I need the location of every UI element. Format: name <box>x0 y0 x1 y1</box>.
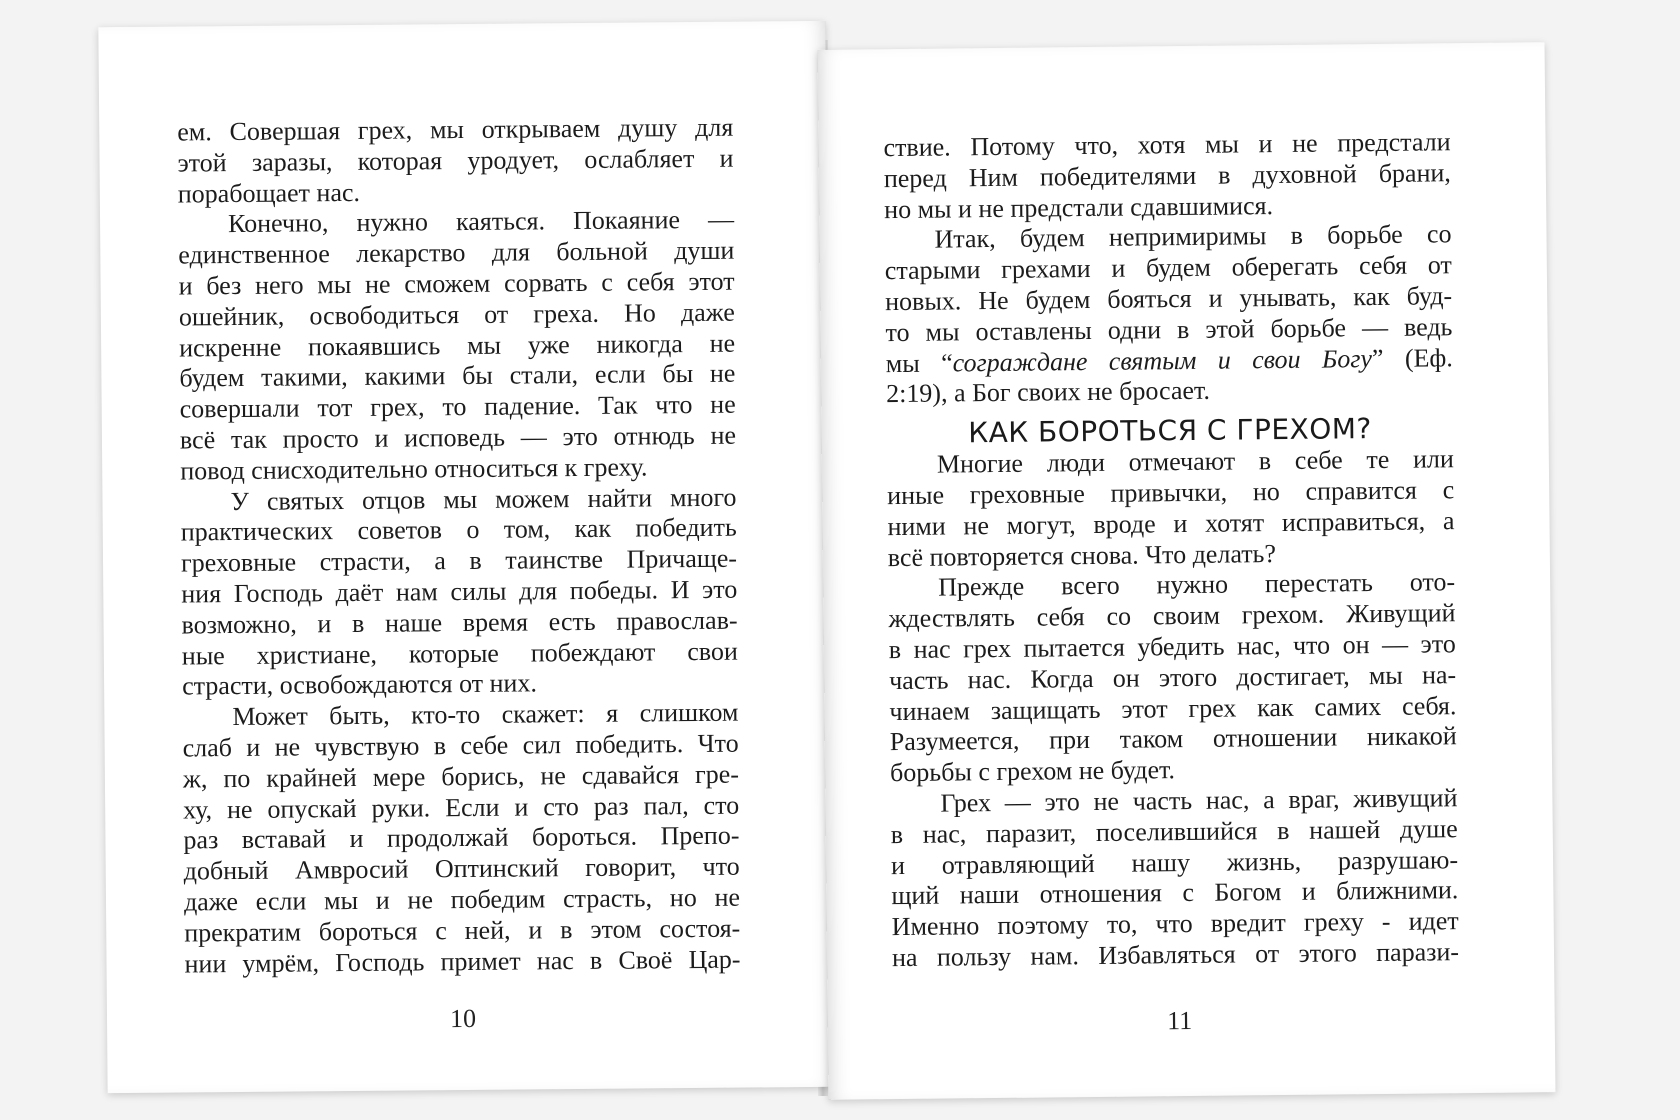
text-line: 2:19), а Бог своих не бросает. <box>885 376 1211 409</box>
text-line: ния Господь даёт нам силы для победы. И это <box>181 574 738 609</box>
text-line: порабощает нас. <box>177 177 361 209</box>
text-line: Итак, будем непримиримы в борьбе со <box>934 219 1452 255</box>
text-line: Прежде всего нужно перестать ото- <box>938 567 1456 602</box>
text-line: борьбы с грехом не будет. <box>889 755 1176 788</box>
text-line: Грех — это не часть нас, а враг, живущий <box>940 783 1458 818</box>
text-line: ждествлять себя со своим грехом. Живущий <box>888 598 1456 634</box>
quote-after: ” (Еф. <box>1371 342 1453 373</box>
text-line: ствие. Потому что, хотя мы и не предстали <box>883 127 1451 163</box>
text-line: чинаем защищать этот грех как самих себя. <box>889 690 1457 726</box>
text-line: ними не могут, вроде и хотят исправиться, а <box>887 505 1455 541</box>
text-line: на пользу нам. Избавляться от этого парази- <box>891 937 1460 973</box>
text-line: но мы и не предстали сдавшимися. <box>884 190 1274 224</box>
text-line: новых. Не будем бояться и унывать, как буд- <box>885 281 1453 317</box>
text-line: искренне покаявшись мы уже никогда не <box>179 328 736 363</box>
text-line: слаб и не чувствую в себе сил победить. Что <box>182 728 739 763</box>
text-line: У святых отцов мы можем найти много <box>230 482 737 516</box>
text-line: совершали тот грех, то падение. Так что не <box>179 389 736 424</box>
text-line: и отравляющий нашу жизнь, разрушаю- <box>890 844 1459 880</box>
left-page-text <box>177 113 741 980</box>
text-line: прекратим бороться с ней, и в этом состоя- <box>184 913 741 948</box>
text-line: Может быть, кто-то скажет: я слишком <box>232 697 739 732</box>
text-line: практических советов о том, как победить <box>180 513 737 547</box>
left-page <box>98 21 834 1093</box>
text-line: добный Амвросий Оптинский говорит, что <box>183 851 740 886</box>
page-number-right: 11 <box>1167 1005 1193 1036</box>
text-line: повод снисходительно относиться к греху. <box>180 452 648 486</box>
text-line: щий наши отношения с Богом и ближними. <box>891 875 1459 911</box>
text-line: раз вставай и продолжай бороться. Препо- <box>183 820 740 855</box>
text-line: старыми грехами и будем оберегать себя от <box>884 250 1452 286</box>
text-line: перед Ним победителями в духовной брани, <box>883 158 1451 193</box>
text-line: ж, по крайней мере борись, не сдавайся гре- <box>182 759 740 794</box>
text-line: Именно поэтому то, что вредит греху - идет <box>891 906 1459 942</box>
text-line: всё повторяется снова. Что делать? <box>887 538 1277 572</box>
text-line: всё так просто и исповедь — это отнюдь не <box>179 420 737 455</box>
text-line: нии умрём, Господь примет нас в Своё Цар- <box>184 944 741 978</box>
scripture-quote: сограждане святым и свои Богу <box>952 343 1373 378</box>
text-line: в нас, паразит, поселившийся в нашей душе <box>890 813 1458 849</box>
text-line: этой заразы, которая уродует, ослабляет и <box>177 143 734 178</box>
text-line: иные греховные привычки, но справится с <box>887 475 1455 511</box>
text-line: ные христиане, которые побеждают свои <box>181 636 738 671</box>
section-heading: КАК БОРОТЬСЯ С ГРЕХОМ? <box>968 412 1372 450</box>
text-line: Многие люди отмечают в себе те или <box>936 444 1454 479</box>
quote-line <box>886 343 1453 380</box>
text-line: то мы оставлены одни в этой борьбе — ведь <box>885 311 1453 347</box>
page-number-left: 10 <box>449 1003 477 1034</box>
text-line: ем. Совершая грех, мы открываем душу для <box>177 112 734 147</box>
quote-before: мы “ <box>885 348 953 378</box>
text-line: в нас грех пытается убедить нас, что он — это <box>888 629 1456 665</box>
text-line: ху, не опускай руки. Если и сто раз пал, сто <box>183 790 740 825</box>
right-page-text <box>883 127 1459 974</box>
text-line: Разумеется, при таком отношении никакой <box>889 721 1457 757</box>
right-page <box>818 42 1556 1100</box>
text-line: греховные страсти, а в таинстве Причаще- <box>180 543 738 578</box>
text-line: часть нас. Когда он этого достигает, мы на- <box>888 659 1457 695</box>
text-line: ошейник, освободиться от греха. Но даже <box>178 297 735 332</box>
text-line: и без него мы не сможем сорвать с себя этот <box>178 266 735 301</box>
text-line: даже если мы и не победим страсть, но не <box>183 882 741 917</box>
text-line: единственное лекарство для больной души <box>178 235 735 270</box>
text-line: Конечно, нужно каяться. Покаяние — <box>227 205 735 239</box>
text-line: страсти, освобождаются от них. <box>181 668 538 701</box>
text-line: возможно, и в наше время есть православ- <box>181 605 738 640</box>
text-line: будем такими, какими бы стали, если бы не <box>179 359 736 393</box>
